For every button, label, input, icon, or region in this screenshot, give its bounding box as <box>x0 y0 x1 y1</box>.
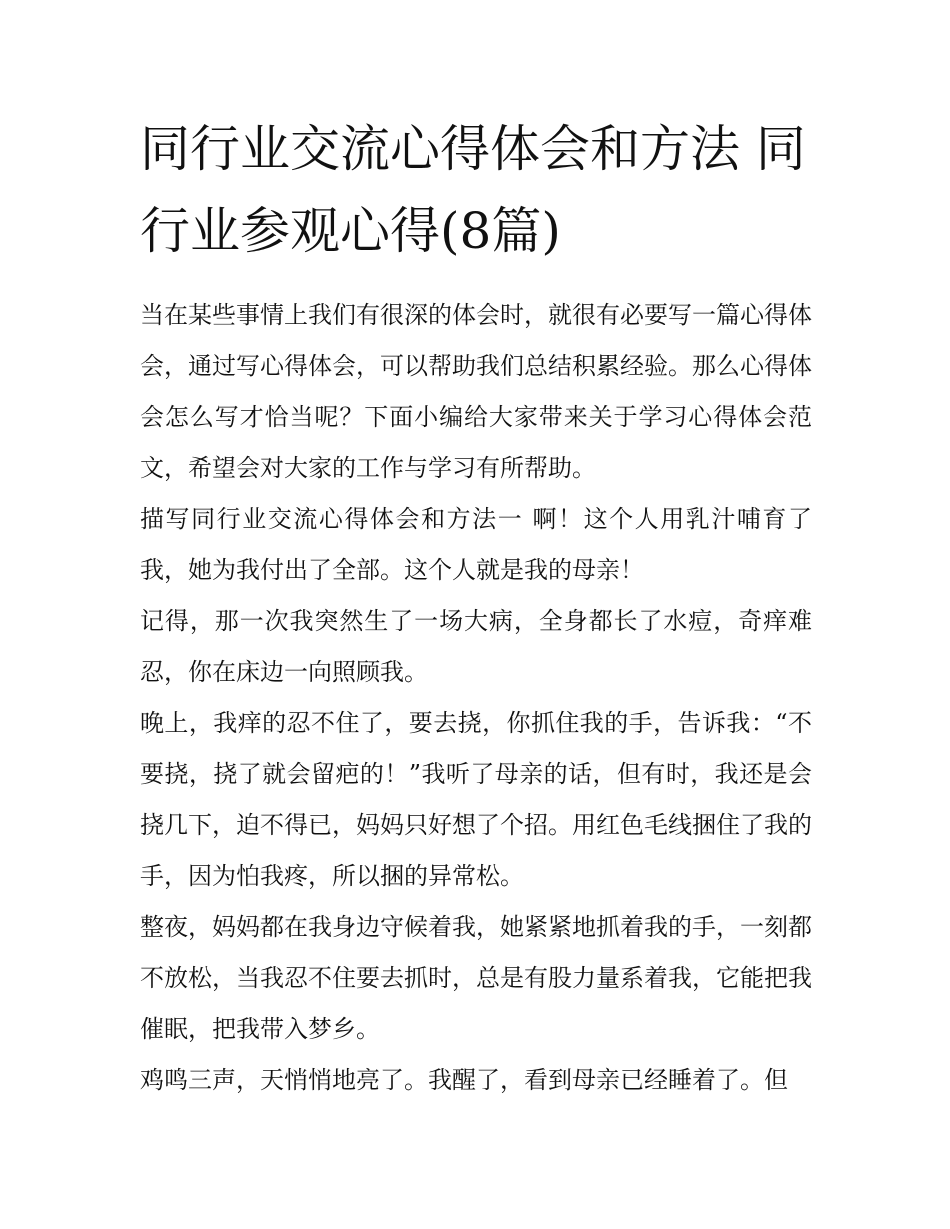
paragraph-1: 描写同行业交流心得体会和方法一 啊！这个人用乳汁哺育了我，她为我付出了全部。这个人就是我的母亲！ <box>140 505 812 584</box>
document-content <box>140 108 812 1106</box>
paragraph-3: 晚上，我痒的忍不住了，要去挠，你抓住我的手，告诉我：“不要挠，挠了就会留疤的！”我听了母亲的话，但有时，我还是会挠几下，迫不得已，妈妈只好想了个招。用红色毛线捆住了我的手，因为怕我疼，所以捆的异常松。 <box>140 709 812 890</box>
paragraph-intro: 当在某些事情上我们有很深的体会时，就很有必要写一篇心得体会，通过写心得体会，可以帮助我们总结积累经验。那么心得体会怎么写才恰当呢？下面小编给大家带来关于学习心得体会范文，希望会对大家的工作与学习有所帮助。 <box>140 301 812 482</box>
document-title: 同行业交流心得体会和方法 同行业参观心得(8篇) <box>140 120 806 260</box>
paragraph-2: 记得，那一次我突然生了一场大病，全身都长了水痘，奇痒难忍，你在床边一向照顾我。 <box>140 607 812 686</box>
title-block <box>140 108 812 272</box>
paragraph-4: 整夜，妈妈都在我身边守候着我，她紧紧地抓着我的手，一刻都不放松，当我忍不住要去抓时，总是有股力量系着我，它能把我催眠，把我带入梦乡。 <box>140 913 812 1043</box>
paragraph-5: 鸡鸣三声，天悄悄地亮了。我醒了，看到母亲已经睡着了。但 <box>140 1066 788 1094</box>
